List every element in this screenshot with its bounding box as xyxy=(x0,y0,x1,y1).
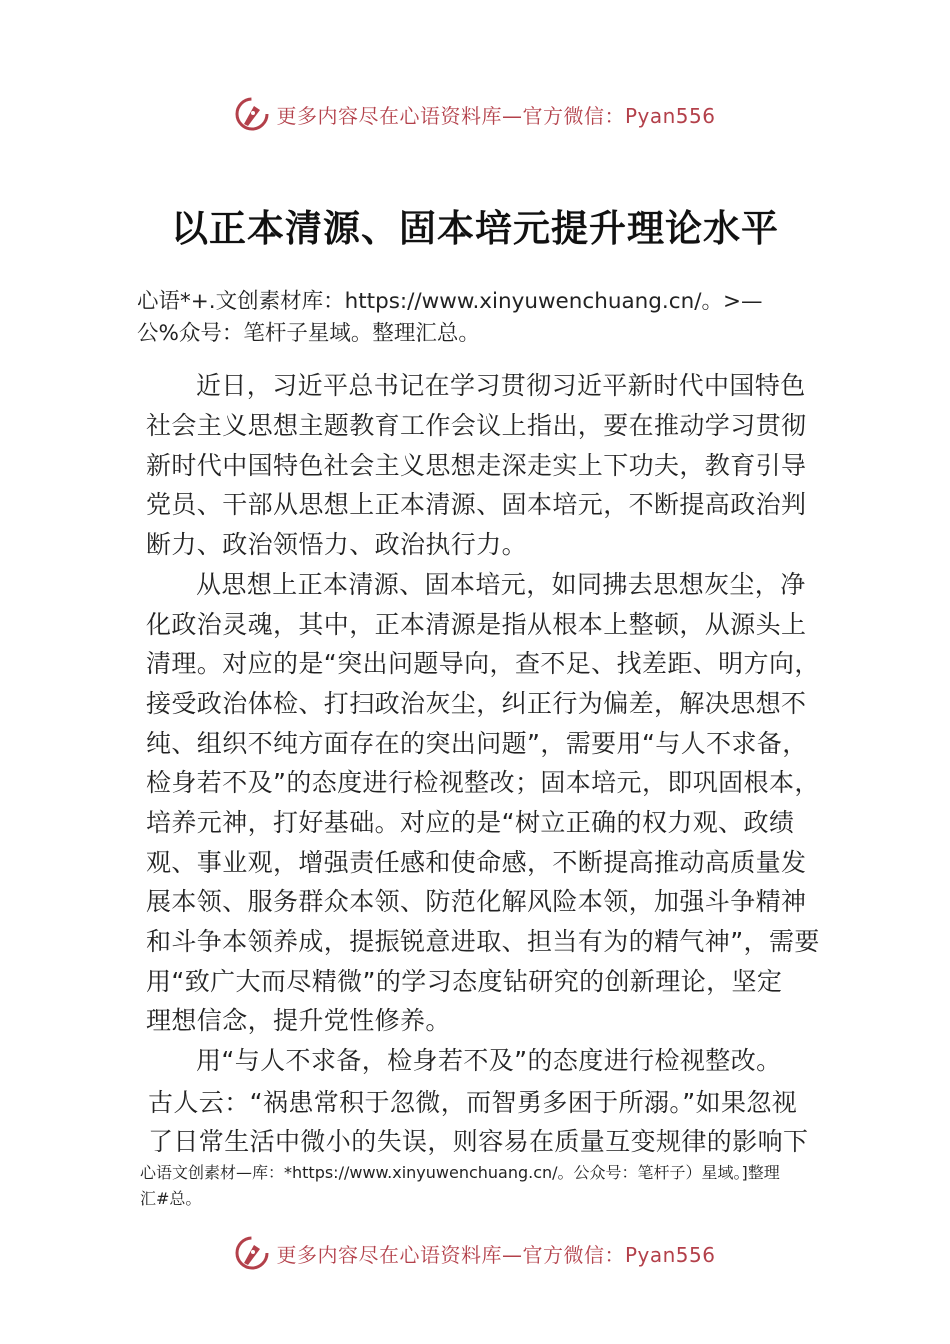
body-line: 近日，习近平总书记在学习贯彻习近平新时代中国特色 xyxy=(196,371,806,400)
body-line: 新时代中国特色社会主义思想走深走实上下功夫，教育引导 xyxy=(146,451,807,480)
body-line: 清理。对应的是“突出问题导向，查不足、找差距、明方向， xyxy=(146,649,820,678)
body-line: 观、事业观，增强责任感和使命感，不断提高推动高质量发 xyxy=(146,848,807,877)
body-line: 化政治灵魂，其中，正本清源是指从根本上整顿，从源头上 xyxy=(146,610,807,639)
footer-note xyxy=(140,1160,830,1212)
body-line: 用“致广大而尽精微”的学习态度钻研究的创新理论，坚定 xyxy=(146,967,783,996)
footer-note-line: 汇#总。 xyxy=(140,1189,202,1208)
footer-note-line: 心语文创素材—库：*https://www.xinyuwenchuang.cn/。公众号：笔杆子）星域。]整理 xyxy=(140,1163,780,1182)
body-line: 从思想上正本清源、固本培元，如同拂去思想灰尘，净 xyxy=(196,570,806,599)
body-line: 党员、干部从思想上正本清源、固本培元，不断提高政治判 xyxy=(146,490,807,519)
bottom-banner xyxy=(0,1233,950,1273)
page-title: 以正本清源、固本培元提升理论水平 xyxy=(171,206,779,250)
body-line: 社会主义思想主题教育工作会议上指出，要在推动学习贯彻 xyxy=(146,411,807,440)
body-line: 接受政治体检、打扫政治灰尘，纠正行为偏差，解决思想不 xyxy=(146,689,807,718)
top-banner xyxy=(0,94,950,134)
body-line: 检身若不及”的态度进行检视整改；固本培元，即巩固根本， xyxy=(146,768,820,797)
pen-nib-logo-icon xyxy=(234,96,270,132)
body-line: 和斗争本领养成，提振锐意进取、担当有为的精气神”，需要 xyxy=(146,927,820,956)
source-note xyxy=(137,286,827,350)
body-line: 用“与人不求备，检身若不及”的态度进行检视整改。 xyxy=(196,1046,782,1075)
body-line: 断力、政治领悟力、政治执行力。 xyxy=(146,530,528,559)
body-line: 了日常生活中微小的失误，则容易在质量互变规律的影响下 xyxy=(148,1127,809,1156)
body-line: 理想信念，提升党性修养。 xyxy=(146,1006,451,1035)
body-line: 古人云：“祸患常积于忽微，而智勇多困于所溺。”如果忽视 xyxy=(148,1088,798,1117)
body-line: 培养元神，打好基础。对应的是“树立正确的权力观、政绩 xyxy=(146,808,795,837)
body-line: 纯、组织不纯方面存在的突出问题”，需要用“与人不求备， xyxy=(146,729,808,758)
banner-text: 更多内容尽在心语资料库—官方微信：Pyan556 xyxy=(276,1242,716,1267)
pen-nib-logo-icon xyxy=(234,1235,270,1271)
banner-text: 更多内容尽在心语资料库—官方微信：Pyan556 xyxy=(276,103,716,128)
body-line: 展本领、服务群众本领、防范化解风险本领，加强斗争精神 xyxy=(146,887,807,916)
source-note-line: 公%众号：笔杆子星域。整理汇总。 xyxy=(137,321,480,346)
source-note-line: 心语*+.文创素材库：https://www.xinyuwenchuang.cn/。>— xyxy=(137,289,763,314)
